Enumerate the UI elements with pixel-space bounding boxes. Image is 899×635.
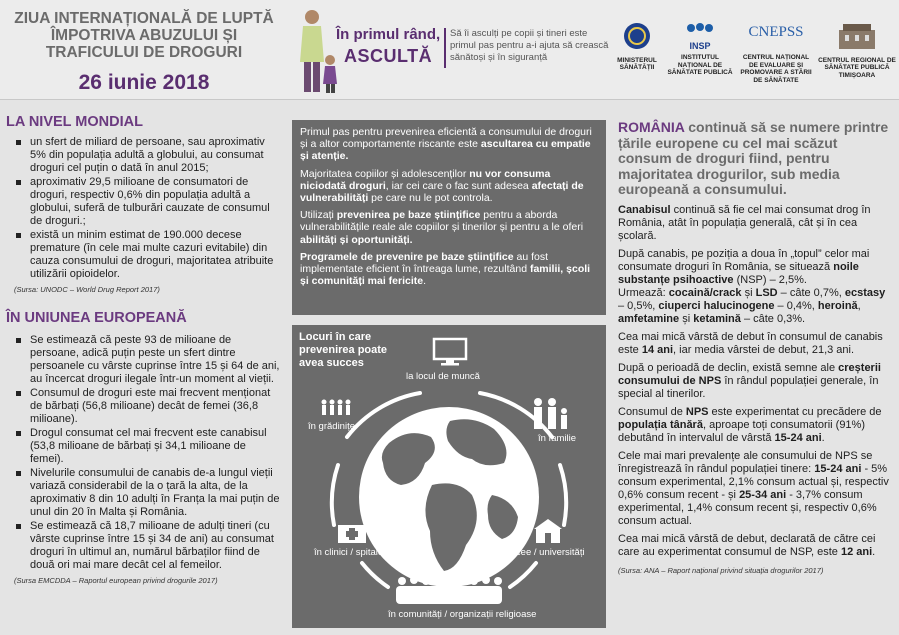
hospital-icon <box>336 519 368 543</box>
world-source: (Sursa: UNODC – World Drug Report 2017) <box>14 285 160 294</box>
header <box>0 0 899 100</box>
children-group-icon <box>320 399 356 417</box>
slogan-divider <box>444 28 446 68</box>
event-date: 26 iunie 2018 <box>78 71 210 94</box>
romania-paragraph: Cele mai mari prevalențe ale consumului de NPS se înregistrează în rândul populației tinere: 15-24 ani - 5% consum experimental, 2,1% consum actual și, respectiv 0,6% consum recent - și 25-34 ani - 3,7% consum experimental, 1,4% consum recent și, respectiv 0,6% consum actual. <box>618 449 889 527</box>
logo-cnepss: CNEPSS CENTRUL NAȚIONAL DE EVALUARE ȘI PROMOVARE A STĂRII DE SĂNĂTATE <box>738 22 814 84</box>
list-item: există un minim estimat de 190.000 decese premature (în cele mai multe cazuri evitabile) din cauza consumului de droguri, majoritatea atribuite utilizării opioidelor. <box>6 229 282 281</box>
prevention-message-box <box>292 120 606 315</box>
slogan-line1: În primul rând, <box>336 26 441 43</box>
left-column <box>6 114 282 585</box>
eu-source: (Sursa EMCDDA – Raportul european privind drogurile 2017) <box>14 576 218 585</box>
eu-heading: ÎN UNIUNEA EUROPEANĂ <box>6 310 187 326</box>
ministry-seal-icon <box>623 22 651 50</box>
place-kindergarten: în grădinițe <box>308 421 356 432</box>
list-item: Se estimează că peste 93 de milioane de persoane, adică puțin peste un sfert dintre persoanele cu vârste cuprinse între 15 și 64 de ani, au încercat droguri ilegale într-un moment al vieții. <box>6 334 282 386</box>
crowd-icon <box>394 575 504 605</box>
list-item: aproximativ 29,5 milioane de consumatori de droguri, respectiv 0,6% din populația adultă a globului, suferă de tulburări cauzate de consumul de droguri.; <box>6 176 282 228</box>
message-paragraph: Primul pas pentru prevenirea eficientă a consumului de droguri și a altor comportamente riscante este ascultarea cu empatie și atenție. <box>300 126 592 163</box>
place-communities: în comunități / organizații religioase <box>388 609 537 620</box>
place-family: în familie <box>538 433 577 444</box>
list-item: Consumul de droguri este mai frecvent menționat de bărbați (56,8 milioane) decât de femei (36,8 milioane). <box>6 387 282 426</box>
romania-paragraph: Consumul de NPS este experimentat cu precădere de populația tânără, aproape toți consumatorii (91%) debutând în intervalul de vârstă 15-24 ani. <box>618 405 882 444</box>
place-clinics: în clinici / spitale <box>314 547 384 558</box>
slogan-text: Să îi asculți pe copii și tineri este primul pas pentru a-i ajuta să crească sănătoși și în siguranță <box>450 28 609 63</box>
message-paragraph: Utilizați prevenirea pe baze științifice pentru a aborda vulnerabilitățile reale ale copiilor și tinerilor și pentru a le oferi abilități și oportunități. <box>300 209 584 246</box>
romania-paragraph: După o perioadă de declin, există semne ale creșterii consumului de NPS în rândul populației generale, în special al tinerilor. <box>618 361 881 400</box>
cnepss-logo-icon: CNEPSS <box>748 24 804 40</box>
place-schools: în școli și licee / universități <box>470 547 585 558</box>
list-item: un sfert de miliard de persoane, sau aproximativ 5% din populația adultă a globului, au consumat droguri cel puțin o dată în anul 2015; <box>6 136 282 175</box>
school-icon <box>532 517 564 545</box>
parent-child-illustration-icon <box>292 6 340 96</box>
message-paragraph: Programele de prevenire pe baze științifice au fost implementate eficient în întreaga lume, rezultând familii, școli și comunități mai fericite. <box>300 250 591 288</box>
monitor-icon <box>432 337 468 367</box>
romania-heading: ROMÂNIA continuă să se numere printre țările europene cu cel mai scăzut consum de droguri fiind, pentru majoritatea drogurilor, sub media europeană a consumului. <box>618 119 889 197</box>
romania-paragraph: Canabisul continuă să fie cel mai consumat drog în România, atât în populația generală, cât și în cea școlară. <box>618 203 871 242</box>
building-icon <box>837 22 877 50</box>
list-item: Nivelurile consumului de canabis de-a lungul vieții variază considerabil de la o țară la alta, de la aproximativ 8 din 10 adulți în Franța la mai puțin de unul din 20 în Malta și România. <box>6 467 282 519</box>
romania-paragraph: Cea mai mică vârstă de debut, declarată de către cei care au experimentat consumul de NSP, este 12 ani. <box>618 532 876 558</box>
places-heading: Locuri în care prevenirea poate avea succes <box>299 331 388 369</box>
message-paragraph: Majoritatea copiilor și adolescenților nu vor consuma niciodată droguri, iar cei care o fac sunt adesea afectați de vulnerabilități pe care nu le pot controla. <box>300 167 584 205</box>
right-column <box>618 120 890 577</box>
world-heading: LA NIVEL MONDIAL <box>6 114 143 130</box>
family-icon <box>530 397 574 431</box>
list-item: Drogul consumat cel mai frecvent este canabisul (53,8 milioane de bărbați și 34,1 milioane de femei). <box>6 427 282 466</box>
romania-paragraph: După canabis, pe poziția a doua în „topul” celor mai consumate droguri în România, se situează noile substanțe psihoactive (NSP) – 2,5%. Urmează: cocaină/crack și LSD – câte 0,7%, ecstasy – 0,5%, ciuperci halucinogene – 0,4%, heroină, amfetamine și ketamină – câte 0,3%. <box>618 247 886 325</box>
romania-source: (Sursa: ANA – Raport național privind situația drogurilor 2017) <box>618 565 824 575</box>
logo-ministry: MINISTERUL SĂNĂTĂȚII <box>612 22 662 72</box>
page-title: ZIUA INTERNAȚIONALĂ DE LUPTĂ ÎMPOTRIVA ABUZULUI ȘI TRAFICULUI DE DROGURI <box>14 10 274 61</box>
world-bullets <box>6 136 282 281</box>
romania-paragraph: Cea mai mică vârstă de debut în consumul de canabis este 14 ani, iar media vârstei de debut, 21,3 ani. <box>618 330 883 356</box>
insp-logo-icon: INSP <box>682 22 718 50</box>
prevention-places-panel <box>292 325 606 628</box>
list-item: Se estimează că 18,7 milioane de adulți tineri (cu vârste cuprinse între 15 și 34 de ani) au consumat droguri în ultimul an, numărul bărbaților fiind de două ori mai mare decât cel al femeilor. <box>6 520 282 572</box>
place-work: la locul de muncă <box>406 371 480 382</box>
eu-bullets <box>6 334 282 572</box>
logo-crsp-timisoara: CENTRUL REGIONAL DE SĂNĂTATE PUBLICĂ TIMIȘOARA <box>818 22 896 79</box>
slogan-line2: ASCULTĂ <box>344 46 433 66</box>
logo-insp: INSP INSTITUTUL NAȚIONAL DE SĂNĂTATE PUBLICĂ <box>666 22 734 77</box>
